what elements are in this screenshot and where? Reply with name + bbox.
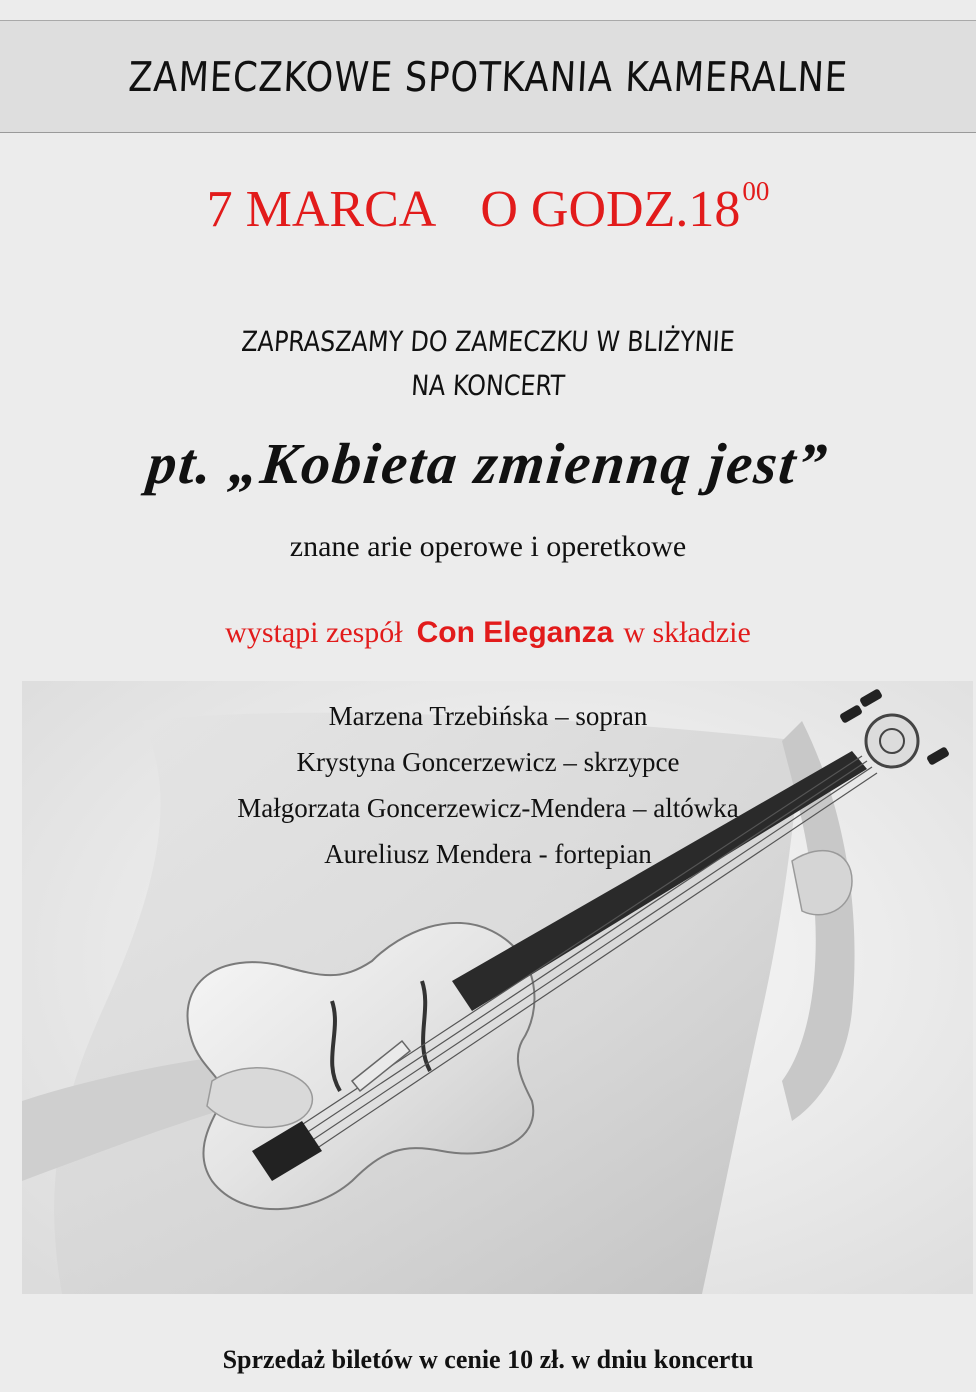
performer-3: Małgorzata Goncerzewicz-Mendera – altówka	[237, 793, 739, 823]
concert-subtitle: znane arie operowe i operetkowe	[289, 530, 687, 563]
ensemble-line	[0, 616, 976, 650]
concert-title: pt. „Kobieta zmienną jest”	[144, 431, 832, 496]
event-time-minutes: 00	[742, 176, 770, 206]
event-date: 7 MARCA	[206, 181, 437, 238]
ticket-info: Sprzedaż biletów w cenie 10 zł. w dniu koncertu	[222, 1345, 754, 1374]
invitation-line-2: NA KONCERT	[410, 369, 566, 402]
ensemble-name: Con Eleganza	[416, 616, 614, 649]
ensemble-outro: w składzie	[623, 616, 751, 649]
header-band	[0, 21, 976, 133]
performers-list	[0, 693, 976, 877]
performer-2: Krystyna Goncerzewicz – skrzypce	[296, 747, 680, 777]
performer-1: Marzena Trzebińska – sopran	[328, 701, 648, 731]
invitation-line-1: ZAPRASZAMY DO ZAMECZKU W BLIŻYNIE	[240, 325, 736, 358]
performer-4: Aureliusz Mendera - fortepian	[324, 839, 652, 869]
invitation-text	[0, 320, 976, 408]
event-time: O GODZ.18	[480, 181, 741, 238]
poster-title: ZAMECZKOWE SPOTKANIA KAMERALNE	[127, 52, 849, 101]
ensemble-intro: wystąpi zespół	[225, 616, 403, 649]
event-date-time	[0, 178, 976, 236]
